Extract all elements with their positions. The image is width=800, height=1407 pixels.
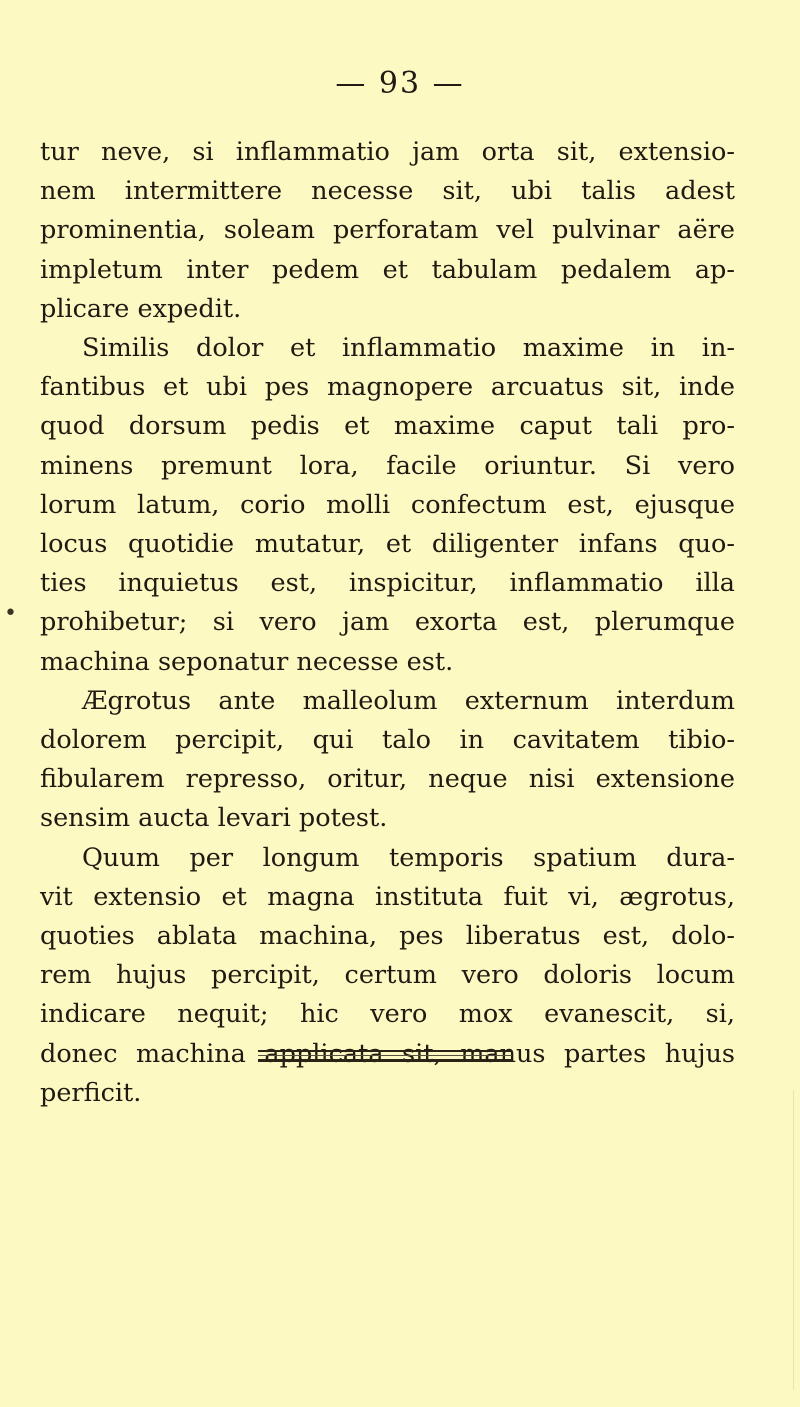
text-line: indicare nequit; hic vero mox evanescit, si, [40,999,735,1030]
text-line: vit extensio et magna instituta fuit vi, ægrotus, [40,881,735,912]
text-line: lorum latum, corio molli confectum est, ejusque [40,489,735,520]
text-line: dolorem percipit, qui talo in cavitatem tibio- [40,725,735,756]
section-divider-bottom [258,1059,512,1062]
text-line: machina seponatur necesse est. [40,646,454,677]
page-number: — 93 — [335,66,465,101]
text-line: quoties ablata machina, pes liberatus est, dolo- [40,921,735,952]
text-line: locus quotidie mutatur, et diligenter infans quo- [40,529,735,560]
text-line: ties inquietus est, inspicitur, inflammatio illa [40,568,735,599]
text-line: prominentia, soleam perforatam vel pulvinar aëre [40,215,735,246]
body-text [40,133,735,1113]
text-line: quod dorsum pedis et maxime caput tali pro- [40,411,735,442]
text-line: prohibetur; si vero jam exorta est, plerumque [40,607,735,638]
text-line: nem intermittere necesse sit, ubi talis adest [40,176,735,207]
text-line: tur neve, si inflammatio jam orta sit, extensio- [40,137,735,167]
text-line: plicare expedit. [40,293,242,324]
text-line: impletum inter pedem et tabulam pedalem ap- [40,254,735,285]
text-line: minens premunt lora, facile oriuntur. Si vero [40,450,735,481]
text-line: Quum per longum temporis spatium dura- [82,842,735,873]
text-line: Ægrotus ante malleolum externum interdum [82,685,735,716]
text-line: fibularem represso, oritur, neque nisi extensione [40,764,735,795]
text-line: Similis dolor et inflammatio maxime in in- [82,333,735,364]
page-edge-shadow [793,1090,794,1390]
section-divider-middle [258,1055,512,1056]
text-line: donec machina applicata sit, manus partes hujus [40,1038,735,1069]
text-line: sensim aucta levari potest. [40,803,388,834]
section-divider-top [258,1050,512,1052]
text-line: rem hujus percipit, certum vero doloris locum [40,960,735,991]
text-line: perficit. [40,1077,142,1108]
margin-mark: • [4,601,17,626]
text-line: fantibus et ubi pes magnopere arcuatus sit, inde [40,372,735,403]
